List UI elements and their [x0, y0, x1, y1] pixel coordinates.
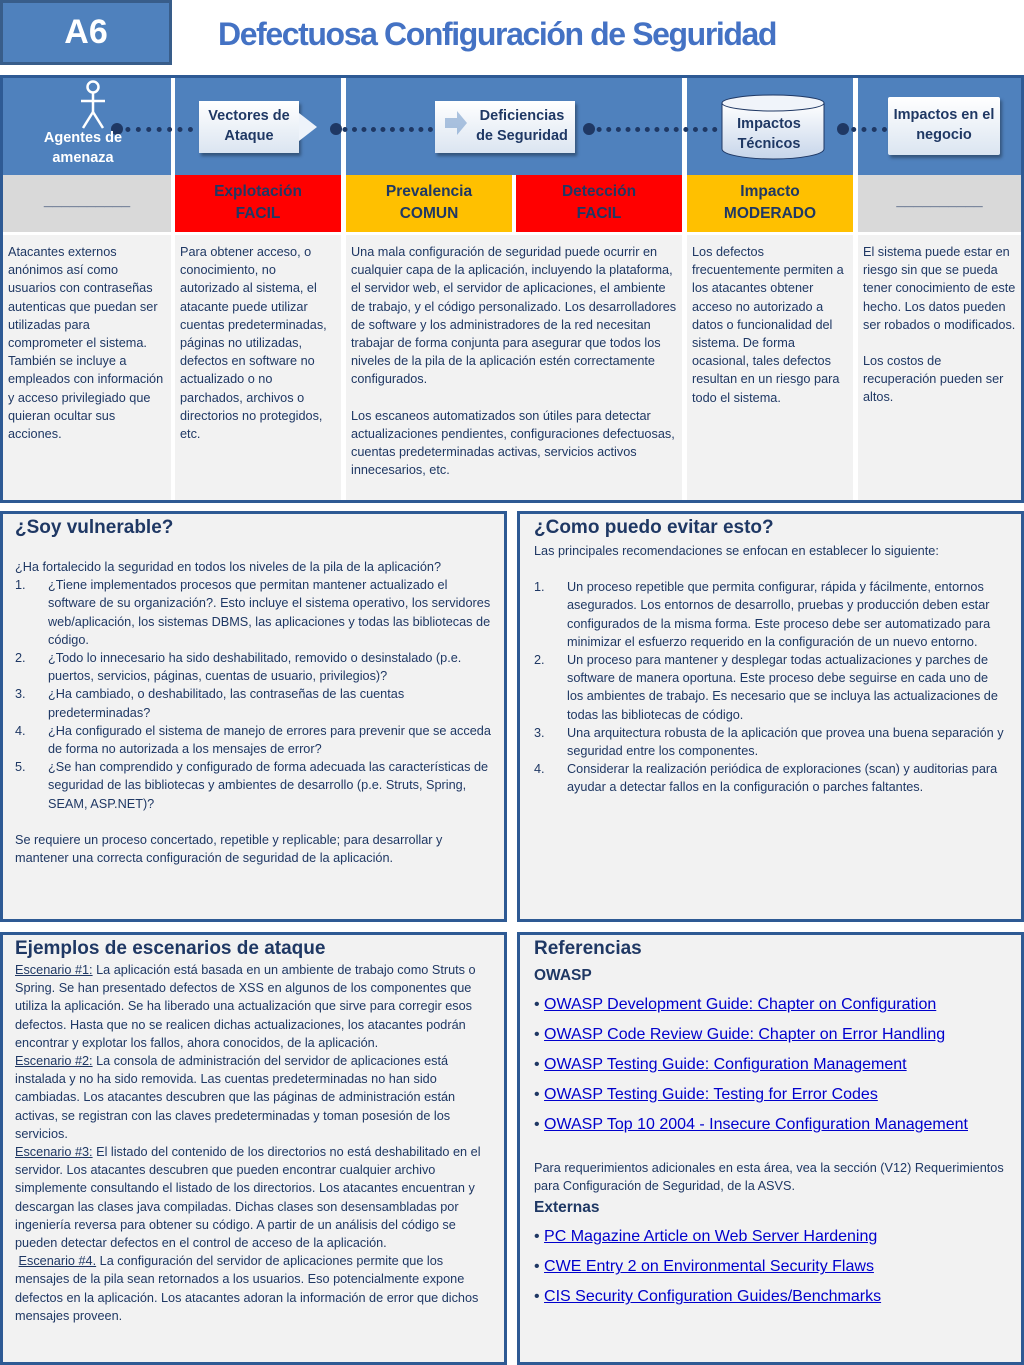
impact-rating [687, 175, 853, 232]
list-item: 1. Un proceso repetible que permita configurar, rápida y fácilmente, entornos asegurados. Los entornos de desarrollo, pruebas y producción deben estar configurados de la misma forma. Este proceso debe ser automatizado para minimizar el esfuerzo requerido en la configuración de un nuevo entorno. [534, 580, 991, 649]
reference-link[interactable]: PC Magazine Article on Web Server Hardening [544, 1228, 878, 1246]
exploitability-value: FACIL [235, 205, 281, 222]
reference-link[interactable]: CWE Entry 2 on Environmental Security Flaws [544, 1258, 874, 1276]
prevent-heading: ¿Como puedo evitar esto? [534, 517, 774, 538]
weaknesses-description: Una mala configuración de seguridad puede ocurrir en cualquier capa de la aplicación, incluyendo la plataforma, el servidor web, el servidor de aplicaciones, el ambiente de trabajo, y el código personalizado. Los desarrolladores de software y los administradores de la red necesitan trabajar de forma conjunta para asegurar que todos los niveles de la pila de la aplicación estén correctamente configurados. [351, 245, 677, 387]
detectability-label: Detección [561, 183, 637, 200]
flow-node-dot [330, 123, 342, 135]
scenario-item [15, 1052, 492, 1143]
reference-link[interactable]: CIS Security Configuration Guides/Benchmarks [544, 1288, 882, 1306]
business-impacts-label: Impactos en el negocio [893, 107, 995, 143]
detectability-value: FACIL [576, 205, 622, 222]
flow-node-dot [583, 123, 595, 135]
external-subheading: Externas [534, 1199, 600, 1217]
agents-description: Atacantes externos anónimos así como usuarios con contraseñas autenticas que puedan ser utilizadas para comprometer el sistema. También se incluye a empleados con información y acceso privilegiado que quieran ocultar sus acciones. [8, 245, 164, 442]
page-title: Defectuosa Configuración de Seguridad [218, 16, 777, 52]
attack-vectors-box [199, 101, 299, 153]
flow-node-dot [837, 123, 849, 135]
owasp-subheading: OWASP [534, 967, 592, 984]
impact-value: MODERADO [723, 205, 817, 222]
arrow-right-icon [299, 113, 317, 141]
risk-code-badge: A6 [0, 0, 172, 65]
reference-link[interactable]: OWASP Testing Guide: Configuration Management [544, 1056, 907, 1073]
reference-item: • OWASP Development Guide: Chapter on Configuration [534, 996, 937, 1013]
am-i-vulnerable-panel [0, 511, 507, 922]
prevalence-rating [346, 175, 512, 232]
references-panel [517, 932, 1024, 1365]
scenario-label: Escenario #1: [15, 963, 93, 977]
scenarios-heading: Ejemplos de escenarios de ataque [15, 938, 326, 959]
scenario-text: La aplicación está basada en un ambiente de trabajo como Struts o Spring. Se han presentado defectos de XSS en algunos de los componentes que utiliza la aplicación. Se ha liberado una actualización que sirve para corregir esos defectos. Hasta que no se realicen dichas actualizaciones, los atacantes podrán encontrar y explotar los fallos, ahora conocidos, de la aplicación. [15, 963, 476, 1050]
reference-item: • CWE Entry 2 on Environmental Security Flaws [534, 1258, 874, 1276]
list-item: 4. Considerar la realización periódica de exploraciones (scan) y auditorias para ayudar a detectar fallos en la configuración o parches faltantes. [534, 762, 998, 795]
reference-link[interactable]: OWASP Development Guide: Chapter on Configuration [544, 996, 937, 1013]
reference-item: • OWASP Top 10 2004 - Insecure Configuration Management [534, 1116, 968, 1133]
asvs-note: Para requerimientos adicionales en esta área, vea la sección (V12) Requerimientos para Configuración de Seguridad, de la ASVS. [534, 1161, 1004, 1194]
reference-item: • PC Magazine Article on Web Server Hardening [534, 1228, 878, 1246]
flow-connector [333, 127, 433, 133]
flow-connector [587, 127, 727, 133]
vulnerable-intro: ¿Ha fortalecido la seguridad en todos los niveles de la pila de la aplicación? [15, 560, 441, 574]
reference-item: • CIS Security Configuration Guides/Benchmarks [534, 1288, 882, 1306]
list-item: 1. ¿Tiene implementados procesos que permitan mantener actualizado el software de su organización?. Esto incluye el sistema operativo, los servidores web/aplicación, los sistemas DBMS, las aplicaciones y todas las bibliotecas de código. [15, 578, 491, 647]
scenario-item [15, 1252, 492, 1325]
scenario-item [15, 1143, 492, 1252]
list-item: 2. Un proceso para mantener y desplegar todas actualizaciones y parches de software de manera oportuna. Este proceso debe seguirse en cada uno de los ambientes de trabajo. Es necesario que se incluya las actualizaciones de todas las bibliotecas de código. [534, 653, 998, 722]
security-weaknesses-label: Deficiencias de Seguridad [476, 108, 568, 144]
agents-rating: __________ [3, 175, 171, 232]
scenario-label: Escenario #4. [18, 1254, 97, 1269]
vulnerable-outro: Se requiere un proceso concertado, repetible y replicable; para desarrollar y mantener una correcta configuración de seguridad de la aplicación. [15, 832, 443, 866]
business-impacts-description-2: Los costos de recuperación pueden ser altos. [863, 354, 1004, 405]
list-item: 3. ¿Ha cambiado, o deshabilitado, las contraseñas de las cuentas predeterminadas? [15, 687, 405, 720]
weaknesses-description-2: Los escaneos automatizados son útiles para detectar actualizaciones pendientes, configuraciones defectuosas, cuentas predeterminadas activas, servicios activos innecesarios, etc. [351, 408, 675, 478]
list-item: 5. ¿Se han comprendido y configurado de forma adecuada las características de seguridad de las bibliotecas y ambientes de desarrollo (p.e. Struts, Spring, SEAM, ASP.NET)? [15, 760, 489, 811]
scenario-text: La configuración del servidor de aplicaciones permite que los mensajes de la pila sean retornados a los usuarios. Eso potencialmente expone defectos en la aplicación. Los atacantes adoran la información de error que dichos mensajes proveen. [15, 1254, 479, 1323]
list-item: 4. ¿Ha configurado el sistema de manejo de errores para prevenir que se acceda de forma no autorizada a los mensajes de error? [15, 723, 491, 757]
list-item: 2. ¿Todo lo innecesario ha sido deshabilitado, removido o desinstalado (p.e. puertos, servicios, páginas, cuentas de usuario, privilegios)? [15, 651, 462, 684]
how-to-prevent-panel [517, 511, 1024, 922]
tech-impacts-description: Los defectos frecuentemente permiten a los atacantes obtener acceso no autorizado a datos o funcionalidad del sistema. De forma ocasional, tales defectos resultan en un riesgo para todo el sistema. [692, 245, 844, 405]
vectors-description: Para obtener acceso, o conocimiento, no autorizado al sistema, el atacante puede utilizar cuentas predeterminadas, páginas no utilizadas, defectos en software no actualizado o no parchados, archivos o directorios no protegidos, etc. [180, 245, 327, 442]
reference-item: • OWASP Code Review Guide: Chapter on Error Handling [534, 1026, 946, 1043]
attack-scenarios-panel [0, 932, 507, 1365]
vulnerable-list [15, 576, 492, 813]
scenario-label: Escenario #2: [15, 1054, 93, 1069]
exploitability-rating [175, 175, 341, 232]
vulnerable-heading: ¿Soy vulnerable? [15, 517, 174, 538]
prevent-list [534, 578, 1007, 796]
threat-agent-icon [77, 80, 109, 132]
attack-vectors-label: Vectores de Ataque [208, 108, 290, 144]
exploitability-label: Explotación [214, 183, 302, 200]
detectability-rating [516, 175, 682, 232]
reference-link[interactable]: OWASP Top 10 2004 - Insecure Configuration Management [544, 1116, 968, 1133]
impact-label: Impacto [740, 183, 800, 200]
prevalence-label: Prevalencia [385, 183, 473, 200]
scenario-item [15, 961, 492, 1052]
reference-link[interactable]: OWASP Code Review Guide: Chapter on Error Handling [544, 1026, 946, 1043]
threat-agents-label: Agentes de amenaza [43, 130, 123, 166]
list-item: 3. Una arquitectura robusta de la aplicación que provea una buena separación y seguridad entre los componentes. [534, 725, 1004, 759]
references-heading: Referencias [534, 938, 642, 959]
prevalence-value: COMUN [399, 205, 459, 222]
scenario-text: El listado del contenido de los directorios no está deshabilitado en el servidor. Los atacantes descubren que pueden encontrar cualquier archivo simplemente consultando el listado de los directorios. Los atacantes encuentran y descargan las clases java compiladas. Dichas clases son desensambladas por ingeniería reversa para obtener su código. A partir de un análisis del código se pueden detectar defectos en el control de acceso de la aplicación. [15, 1145, 481, 1251]
reference-item: • OWASP Testing Guide: Configuration Management [534, 1056, 907, 1073]
business-impacts-description: El sistema puede estar en riesgo sin que se pueda tener conocimiento de este hecho. Los datos pueden ser robados o modificados. [863, 245, 1016, 332]
scenario-text: La consola de administración del servidor de aplicaciones está instalada y no ha sido removida. Las cuentas predeterminadas no han sido cambiadas. Los atacantes descubren que las páginas de administración están activas, se registran con las claves predeterminadas y toman posesión de los servicios. [15, 1054, 456, 1141]
prevent-intro: Las principales recomendaciones se enfocan en establecer lo siguiente: [534, 544, 939, 558]
business-impacts-box [888, 97, 1000, 155]
arrow-right-icon [443, 108, 469, 138]
reference-link[interactable]: OWASP Testing Guide: Testing for Error Codes [544, 1086, 878, 1103]
risk-factors-table [0, 75, 1024, 503]
business-rating: __________ [858, 175, 1021, 232]
scenario-label: Escenario #3: [15, 1145, 93, 1160]
reference-item: • OWASP Testing Guide: Testing for Error Codes [534, 1086, 878, 1103]
technical-impacts-label: Impactos Técnicos [737, 116, 801, 152]
